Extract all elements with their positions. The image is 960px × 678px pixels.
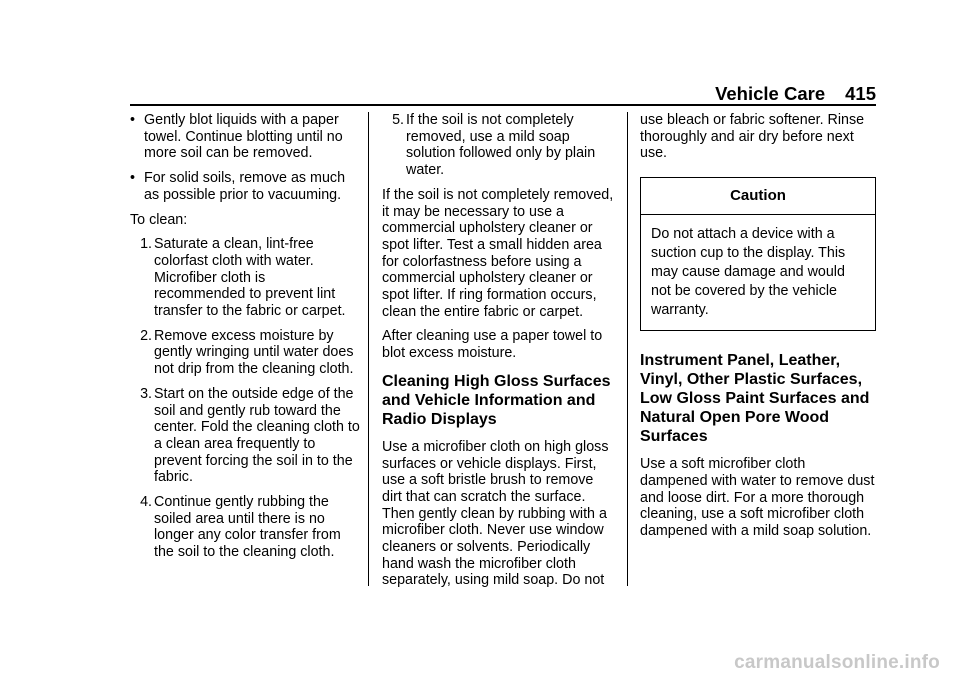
bullet-item <box>130 112 360 162</box>
step-text: Remove excess moisture by gently wringing until water does not drip from the cleaning cloth. <box>154 327 354 378</box>
step-number: 1. <box>140 236 152 253</box>
section-heading: Cleaning High Gloss Surfaces and Vehicle Information and Radio Displays <box>382 372 611 428</box>
bullet-text: Gently blot liquids with a paper towel. Continue blotting until no more soil can be removed. <box>144 112 343 162</box>
section-title: Vehicle Care <box>715 83 826 104</box>
paragraph: Use a microfiber cloth on high gloss surfaces or vehicle displays. First, use a soft bristle brush to remove dirt that can scratch the surface. Then gently clean by rubbing with a microfiber cloth. Never use window cleaners or solvents. Periodically hand wash the microfiber cloth separately, using mild soap. Do not <box>382 438 609 589</box>
caution-box <box>640 177 876 331</box>
page-header <box>610 84 876 104</box>
step-number: 3. <box>140 385 152 402</box>
paragraph: After cleaning use a paper towel to blot excess moisture. <box>382 328 603 362</box>
paragraph: If the soil is not completely removed, it may be necessary to use a commercial upholstery cleaner or spot lifter. Test a small hidden area for colorfastness before using a commercial upholstery cleaner or spot lifter. If ring formation occurs, clean the entire fabric or carpet. <box>382 186 614 320</box>
step-text: Continue gently rubbing the soiled area until there is no longer any color transfer from the soil to the cleaning cloth. <box>154 494 341 561</box>
step-text: Start on the outside edge of the soil and gently rub toward the center. Fold the cleaning cloth to a clean area frequently to prevent forcing the soil in to the fabric. <box>154 385 360 486</box>
step-number: 4. <box>140 494 152 511</box>
page-number: 415 <box>845 83 876 104</box>
bullet-text: For solid soils, remove as much as possible prior to vacuuming. <box>144 170 346 203</box>
bullet-mark: • <box>130 170 136 187</box>
caution-title: Caution <box>730 187 786 205</box>
column-3 <box>640 112 876 548</box>
watermark: carmanualsonline.info <box>734 652 940 673</box>
column-1 <box>130 112 360 569</box>
column-divider-1 <box>368 112 369 586</box>
step-item <box>130 328 360 378</box>
paragraph: Use a soft microfiber cloth dampened with water to remove dust and loose dirt. For a more thorough cleaning, use a soft microfiber cloth dampened with a mild soap solution. <box>640 456 875 539</box>
step-item <box>130 236 360 320</box>
section-heading: Instrument Panel, Leather, Vinyl, Other Plastic Surfaces, Low Gloss Paint Surfaces and Natural Open Pore Wood Surfaces <box>640 352 870 446</box>
step-item <box>130 494 360 561</box>
header-rule <box>130 104 876 106</box>
caution-text: Do not attach a device with a suction cup to the display. This may cause damage and would not be covered by the vehicle warranty. <box>651 226 846 319</box>
step-item <box>130 386 360 486</box>
bullet-item <box>130 170 360 203</box>
column-divider-2 <box>627 112 628 586</box>
bullet-mark: • <box>130 112 136 128</box>
to-clean-label: To clean: <box>130 211 188 228</box>
caution-divider <box>641 214 875 215</box>
step-number: 5. <box>392 112 404 128</box>
paragraph: use bleach or fabric softener. Rinse thoroughly and air dry before next use. <box>640 112 865 162</box>
step-item <box>382 112 616 179</box>
step-number: 2. <box>140 327 152 344</box>
step-text: If the soil is not completely removed, use a mild soap solution followed only by plain water. <box>406 112 596 179</box>
column-2 <box>382 112 616 597</box>
step-text: Saturate a clean, lint-free colorfast cloth with water. Microfiber cloth is recommended to prevent lint transfer to the fabric or carpet. <box>154 236 346 320</box>
